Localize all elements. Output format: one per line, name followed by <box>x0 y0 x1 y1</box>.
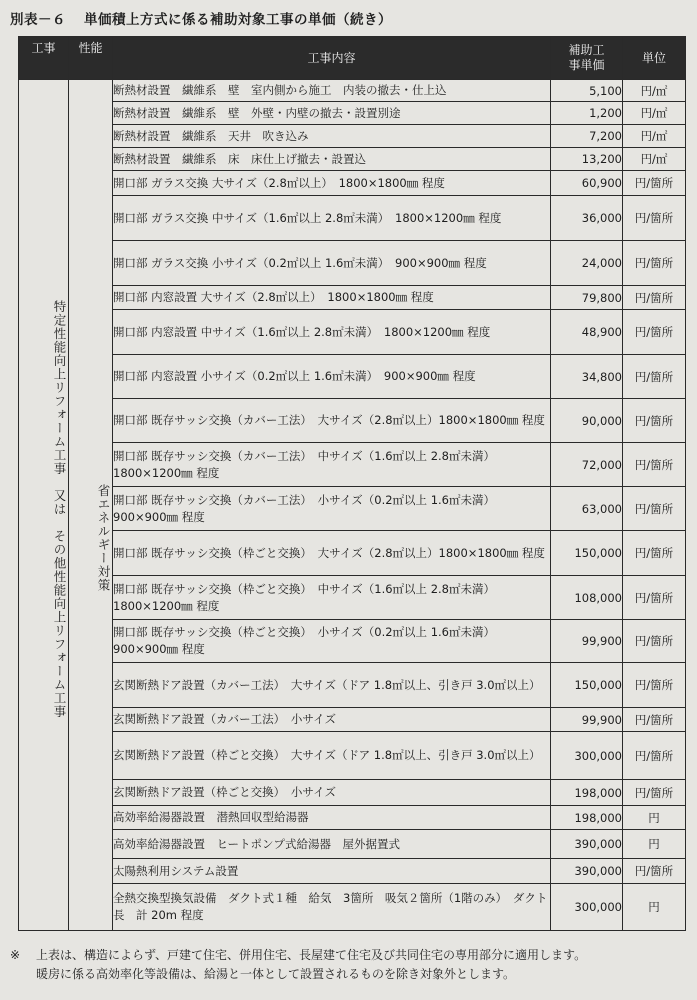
row-unit: 円/箇所 <box>623 196 686 241</box>
header-price-line2: 事単価 <box>568 58 605 72</box>
row-content: 玄関断熱ドア設置（カバー工法） 小サイズ <box>113 708 551 732</box>
row-unit: 円/箇所 <box>623 780 686 806</box>
row-unit: 円/箇所 <box>623 708 686 732</box>
row-price: 99,900 <box>551 708 623 732</box>
row-price: 34,800 <box>551 355 623 399</box>
koji-category: 特定性能向上リフォーム工事 又は その他性能向上リフォーム工事 <box>19 80 69 931</box>
row-price: 90,000 <box>551 399 623 443</box>
row-content: 開口部 内窓設置 大サイズ（2.8㎡以上） 1800×1800㎜ 程度 <box>113 286 551 310</box>
table-row <box>19 102 686 125</box>
row-price: 198,000 <box>551 780 623 806</box>
footnote-text1: 上表は、構造によらず、戸建て住宅、併用住宅、長屋建て住宅及び共同住宅の専用部分に適用します。 <box>36 948 587 962</box>
row-content: 全熱交換型換気設備 ダクト式１種 給気 3箇所 吸気２箇所（1階のみ） ダクト長 計 20m 程度 <box>113 884 551 931</box>
row-unit: 円/箇所 <box>623 487 686 531</box>
row-price: 63,000 <box>551 487 623 531</box>
row-price: 24,000 <box>551 241 623 286</box>
row-content: 玄関断熱ドア設置（枠ごと交換） 小サイズ <box>113 780 551 806</box>
row-content: 玄関断熱ドア設置（枠ごと交換） 大サイズ（ドア 1.8㎡以上、引き戸 3.0㎡以上） <box>113 732 551 780</box>
header-price-line1: 補助工 <box>568 43 605 57</box>
row-unit: 円/㎡ <box>623 148 686 171</box>
row-unit: 円/箇所 <box>623 355 686 399</box>
row-unit: 円/箇所 <box>623 732 686 780</box>
row-content: 断熱材設置 繊維系 天井 吹き込み <box>113 125 551 148</box>
row-price: 108,000 <box>551 576 623 620</box>
row-unit: 円/箇所 <box>623 620 686 663</box>
row-price: 36,000 <box>551 196 623 241</box>
row-content: 開口部 ガラス交換 中サイズ（1.6㎡以上 2.8㎡未満） 1800×1200㎜ 程度 <box>113 196 551 241</box>
row-unit: 円 <box>623 830 686 859</box>
table-row <box>19 663 686 708</box>
row-price: 7,200 <box>551 125 623 148</box>
row-price: 72,000 <box>551 443 623 487</box>
row-content: 開口部 既存サッシ交換（枠ごと交換） 小サイズ（0.2㎡以上 1.6㎡未満） 900×900㎜ 程度 <box>113 620 551 663</box>
row-price: 300,000 <box>551 732 623 780</box>
row-price: 13,200 <box>551 148 623 171</box>
table-row <box>19 148 686 171</box>
table-row <box>19 780 686 806</box>
table-row <box>19 732 686 780</box>
footnote-line2: 暖房に係る高効率化等設備は、給湯と一体として設置されるものを除き対象外とします。 <box>36 967 516 981</box>
table-row <box>19 531 686 576</box>
row-unit: 円/㎡ <box>623 102 686 125</box>
table-row <box>19 830 686 859</box>
row-unit: 円/箇所 <box>623 171 686 196</box>
row-unit: 円 <box>623 884 686 931</box>
table-row <box>19 443 686 487</box>
row-unit: 円/箇所 <box>623 310 686 355</box>
row-price: 150,000 <box>551 663 623 708</box>
seino-category: 省エネルギー対策 <box>69 80 113 931</box>
table-row <box>19 576 686 620</box>
row-price: 99,900 <box>551 620 623 663</box>
table-row <box>19 80 686 102</box>
table-row <box>19 708 686 732</box>
header-unit: 単位 <box>623 37 686 80</box>
row-unit: 円/㎡ <box>623 80 686 102</box>
table-row <box>19 171 686 196</box>
row-content: 断熱材設置 繊維系 床 床仕上げ撤去・設置込 <box>113 148 551 171</box>
header-price <box>551 37 623 80</box>
table-row <box>19 806 686 830</box>
table-row <box>19 487 686 531</box>
row-unit: 円/箇所 <box>623 859 686 884</box>
table-title-text: 単価積上方式に係る補助対象工事の単価（続き） <box>84 12 392 28</box>
row-price: 1,200 <box>551 102 623 125</box>
row-unit: 円/箇所 <box>623 399 686 443</box>
row-price: 79,800 <box>551 286 623 310</box>
row-unit: 円/箇所 <box>623 443 686 487</box>
row-unit: 円/箇所 <box>623 286 686 310</box>
footnote-mark: ※ <box>10 948 21 962</box>
row-content: 開口部 既存サッシ交換（カバー工法） 小サイズ（0.2㎡以上 1.6㎡未満） 900×900㎜ 程度 <box>113 487 551 531</box>
table-row <box>19 355 686 399</box>
row-unit: 円/箇所 <box>623 663 686 708</box>
row-content: 開口部 ガラス交換 小サイズ（0.2㎡以上 1.6㎡未満） 900×900㎜ 程度 <box>113 241 551 286</box>
table-row <box>19 125 686 148</box>
row-price: 48,900 <box>551 310 623 355</box>
table-row <box>19 399 686 443</box>
row-price: 390,000 <box>551 859 623 884</box>
table-body <box>19 80 686 931</box>
row-price: 198,000 <box>551 806 623 830</box>
table-row <box>19 310 686 355</box>
table-title <box>10 8 392 28</box>
header-koji: 工事 <box>19 37 69 80</box>
row-content: 開口部 内窓設置 中サイズ（1.6㎡以上 2.8㎡未満） 1800×1200㎜ 程度 <box>113 310 551 355</box>
row-content: 断熱材設置 繊維系 壁 外壁・内壁の撤去・設置別途 <box>113 102 551 125</box>
row-content: 開口部 既存サッシ交換（カバー工法） 中サイズ（1.6㎡以上 2.8㎡未満） 1800×1200㎜ 程度 <box>113 443 551 487</box>
table-row <box>19 859 686 884</box>
table-row <box>19 884 686 931</box>
table-row <box>19 620 686 663</box>
row-price: 150,000 <box>551 531 623 576</box>
row-price: 390,000 <box>551 830 623 859</box>
row-content: 開口部 内窓設置 小サイズ（0.2㎡以上 1.6㎡未満） 900×900㎜ 程度 <box>113 355 551 399</box>
table-label: 別表－６ <box>10 12 66 28</box>
footnote <box>10 946 586 984</box>
row-content: 開口部 ガラス交換 大サイズ（2.8㎡以上） 1800×1800㎜ 程度 <box>113 171 551 196</box>
footnote-line1 <box>10 946 586 965</box>
table-row <box>19 196 686 241</box>
row-content: 高効率給湯器設置 ヒートポンプ式給湯器 屋外据置式 <box>113 830 551 859</box>
row-unit: 円 <box>623 806 686 830</box>
row-unit: 円/箇所 <box>623 241 686 286</box>
header-content: 工事内容 <box>113 37 551 80</box>
row-unit: 円/㎡ <box>623 125 686 148</box>
row-content: 開口部 既存サッシ交換（カバー工法） 大サイズ（2.8㎡以上）1800×1800㎜ 程度 <box>113 399 551 443</box>
row-content: 開口部 既存サッシ交換（枠ごと交換） 中サイズ（1.6㎡以上 2.8㎡未満） 1800×1200㎜ 程度 <box>113 576 551 620</box>
row-price: 300,000 <box>551 884 623 931</box>
row-price: 60,900 <box>551 171 623 196</box>
row-price: 5,100 <box>551 80 623 102</box>
header-seino: 性能 <box>69 37 113 80</box>
unit-price-table <box>18 36 686 931</box>
row-content: 開口部 既存サッシ交換（枠ごと交換） 大サイズ（2.8㎡以上）1800×1800㎜ 程度 <box>113 531 551 576</box>
row-content: 玄関断熱ドア設置（カバー工法） 大サイズ（ドア 1.8㎡以上、引き戸 3.0㎡以上） <box>113 663 551 708</box>
row-content: 太陽熱利用システム設置 <box>113 859 551 884</box>
row-content: 高効率給湯器設置 潜熱回収型給湯器 <box>113 806 551 830</box>
row-unit: 円/箇所 <box>623 576 686 620</box>
header-row <box>19 37 686 80</box>
row-content: 断熱材設置 繊維系 壁 室内側から施工 内装の撤去・仕上込 <box>113 80 551 102</box>
table-row <box>19 241 686 286</box>
table-row <box>19 286 686 310</box>
row-unit: 円/箇所 <box>623 531 686 576</box>
